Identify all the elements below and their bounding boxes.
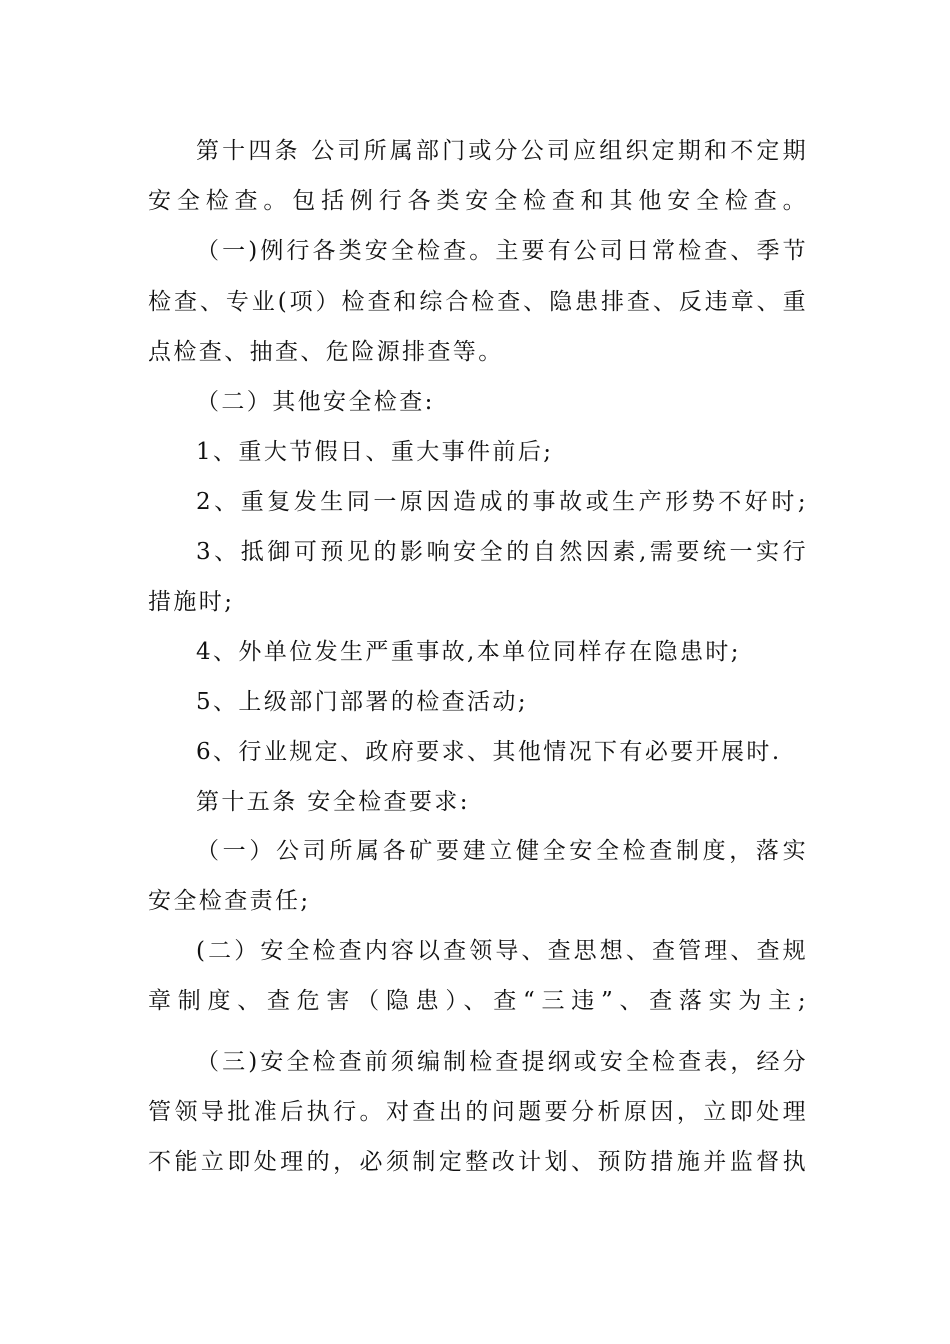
requirement-3-line-1: （三)安全检查前须编制检查提纲或安全检查表，经分 <box>196 1049 808 1075</box>
article-14-heading-line: 第十四条 公司所属部门或分公司应组织定期和不定期 <box>196 138 808 164</box>
article-15-heading: 第十五条 安全检查要求: <box>196 789 470 815</box>
list-item-5: 5、上级部门部署的检查活动; <box>196 689 528 715</box>
requirement-2-line-1: (二）安全检查内容以查领导、查思想、查管理、查规 <box>196 938 808 964</box>
requirement-3-line-3: 不能立即处理的，必须制定整改计划、预防措施并监督执 <box>148 1149 808 1175</box>
list-item-3-line-1: 3、抵御可预见的影响安全的自然因素,需要统一实行 <box>196 539 808 565</box>
list-item-3-line-2: 措施时; <box>148 589 235 615</box>
clause-1-line-1: （一)例行各类安全检查。主要有公司日常检查、季节 <box>196 238 808 264</box>
clause-2-heading: （二）其他安全检查: <box>196 389 435 415</box>
clause-1-line-3: 点检查、抽查、危险源排查等。 <box>148 339 504 365</box>
list-item-2: 2、重复发生同一原因造成的事故或生产形势不好时; <box>196 489 808 515</box>
list-item-4: 4、外单位发生严重事故,本单位同样存在隐患时; <box>196 639 741 665</box>
list-item-6: 6、行业规定、政府要求、其他情况下有必要开展时. <box>196 739 782 765</box>
clause-1-line-2: 检查、专业(项）检查和综合检查、隐患排查、反违章、重 <box>148 289 808 315</box>
requirement-2-line-2: 章制度、查危害（隐患）、查“三违”、查落实为主; <box>148 988 808 1014</box>
requirement-1-line-2: 安全检查责任; <box>148 888 311 914</box>
article-14-text-line: 安全检查。包括例行各类安全检查和其他安全检查。 <box>148 188 808 214</box>
requirement-1-line-1: （一）公司所属各矿要建立健全安全检查制度，落实 <box>196 838 808 864</box>
requirement-3-line-2: 管领导批准后执行。对查出的问题要分析原因，立即处理 <box>148 1099 808 1125</box>
list-item-1: 1、重大节假日、重大事件前后; <box>196 439 554 465</box>
